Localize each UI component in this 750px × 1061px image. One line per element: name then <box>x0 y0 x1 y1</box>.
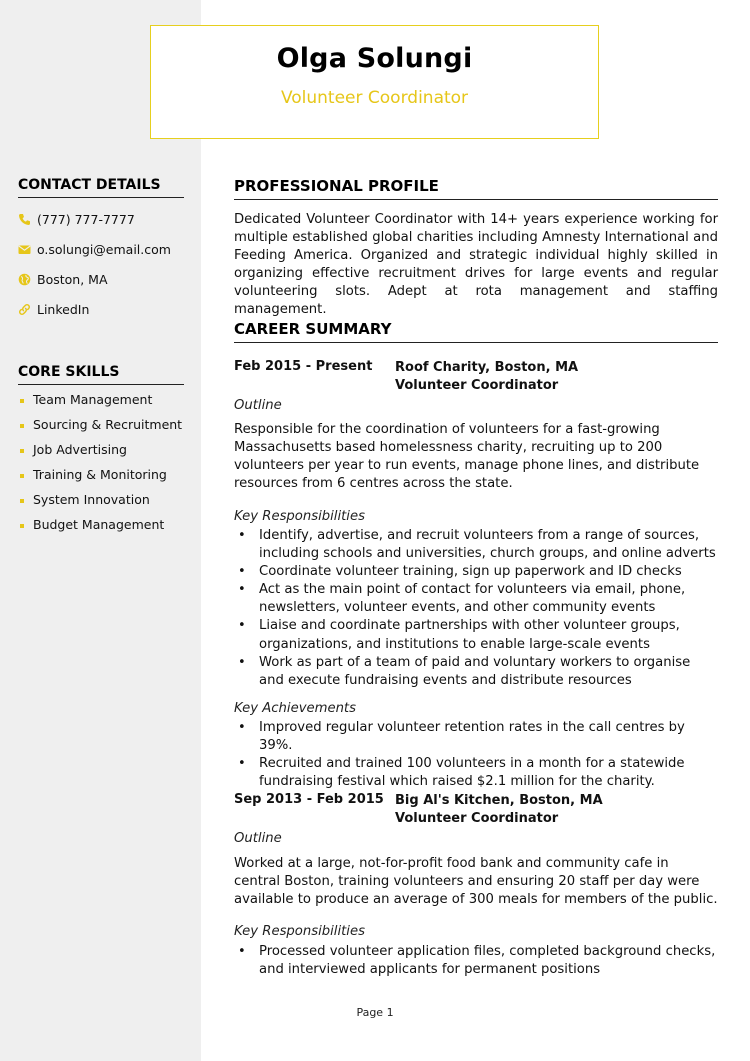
responsibilities-label: Key Responsibilities <box>234 924 365 939</box>
bullet-icon <box>20 474 24 478</box>
job-employer <box>395 359 578 395</box>
bullet-icon <box>20 424 24 428</box>
job-dates: Sep 2013 - Feb 2015 <box>234 792 384 807</box>
skills-heading: CORE SKILLS <box>18 364 184 385</box>
list-item: • Identify, advertise, and recruit volunteers from a range of sources, including schools and universities, church groups, and online adverts <box>234 527 718 563</box>
contact-location <box>18 272 108 287</box>
job-org-name: Big Al's Kitchen, Boston, MA <box>395 793 603 808</box>
profile-heading: PROFESSIONAL PROFILE <box>234 177 718 200</box>
job-dates: Feb 2015 - Present <box>234 359 373 374</box>
list-item: System Innovation <box>18 492 182 517</box>
job-org-name: Roof Charity, Boston, MA <box>395 360 579 375</box>
outline-label: Outline <box>234 831 282 846</box>
responsibilities-label: Key Responsibilities <box>234 509 365 524</box>
job-role: Volunteer Coordinator <box>395 378 559 393</box>
achievements-label: Key Achievements <box>234 701 356 716</box>
candidate-title: Volunteer Coordinator <box>280 88 469 108</box>
achievements-list <box>234 719 718 791</box>
bullet-icon <box>20 524 24 528</box>
list-item: Budget Management <box>18 517 182 542</box>
profile-text: Dedicated Volunteer Coordinator with 14+ years experience working for multiple established global charities including Amnesty International and Feeding America. Organized and strategic individual highly skilled in organizing effective recruitment drives for large events and regular volunteering slots. Adept at rota management and staffing management. <box>234 212 718 318</box>
list-item: • Improved regular volunteer retention rates in the call centres by 39%. <box>234 719 718 755</box>
contact-email[interactable] <box>18 242 171 257</box>
bullet-icon <box>20 449 24 453</box>
career-heading: CAREER SUMMARY <box>234 320 718 343</box>
job-outline: Responsible for the coordination of volunteers for a fast-growing Massachusetts based homelessness charity, recruiting up to 200 volunteers per year to run events, manage phone lines, and distribute resources from 6 centres across the state. <box>234 422 700 492</box>
phone-icon <box>18 213 31 226</box>
responsibilities-list <box>234 527 718 690</box>
list-item: • Recruited and trained 100 volunteers in a month for a statewide fundraising festival which raised $2.1 million for the charity. <box>234 755 718 791</box>
job-outline: Worked at a large, not-for-profit food bank and community cafe in central Boston, training volunteers and ensuring 20 staff per day were available to produce an average of 300 meals for members of the public. <box>234 856 718 908</box>
responsibilities-list <box>234 943 718 979</box>
bullet-icon <box>20 499 24 503</box>
list-item: Sourcing & Recruitment <box>18 417 182 442</box>
email-icon <box>18 243 31 256</box>
bullet-icon <box>20 399 24 403</box>
list-item: Job Advertising <box>18 442 182 467</box>
contact-heading: CONTACT DETAILS <box>18 177 184 198</box>
candidate-name: Olga Solungi <box>276 43 473 74</box>
page-number: Page 1 <box>356 1006 394 1019</box>
job-role: Volunteer Coordinator <box>395 811 559 826</box>
contact-phone-text: (777) 777-7777 <box>37 212 135 227</box>
link-icon <box>18 303 31 316</box>
contact-linkedin[interactable] <box>18 302 89 317</box>
outline-label: Outline <box>234 398 282 413</box>
list-item: Training & Monitoring <box>18 467 182 492</box>
list-item: • Act as the main point of contact for volunteers via email, phone, newsletters, volunteer events, and other community events <box>234 581 718 617</box>
list-item: • Processed volunteer application files, completed background checks, and interviewed applicants for permanent positions <box>234 943 718 979</box>
name-header-box <box>150 25 599 139</box>
list-item: • Liaise and coordinate partnerships with other volunteer groups, organizations, and institutions to enable large-scale events <box>234 617 718 653</box>
contact-email-text: o.solungi@email.com <box>37 242 171 257</box>
list-item: • Work as part of a team of paid and voluntary workers to organise and execute fundraising events and distribute resources <box>234 654 718 690</box>
skills-list <box>18 392 182 542</box>
job-employer <box>395 792 603 828</box>
list-item: Team Management <box>18 392 182 417</box>
contact-linkedin-text: LinkedIn <box>37 302 90 317</box>
contact-location-text: Boston, MA <box>37 272 108 287</box>
globe-icon <box>18 273 31 286</box>
list-item: • Coordinate volunteer training, sign up paperwork and ID checks <box>234 563 718 581</box>
contact-phone <box>18 212 135 227</box>
